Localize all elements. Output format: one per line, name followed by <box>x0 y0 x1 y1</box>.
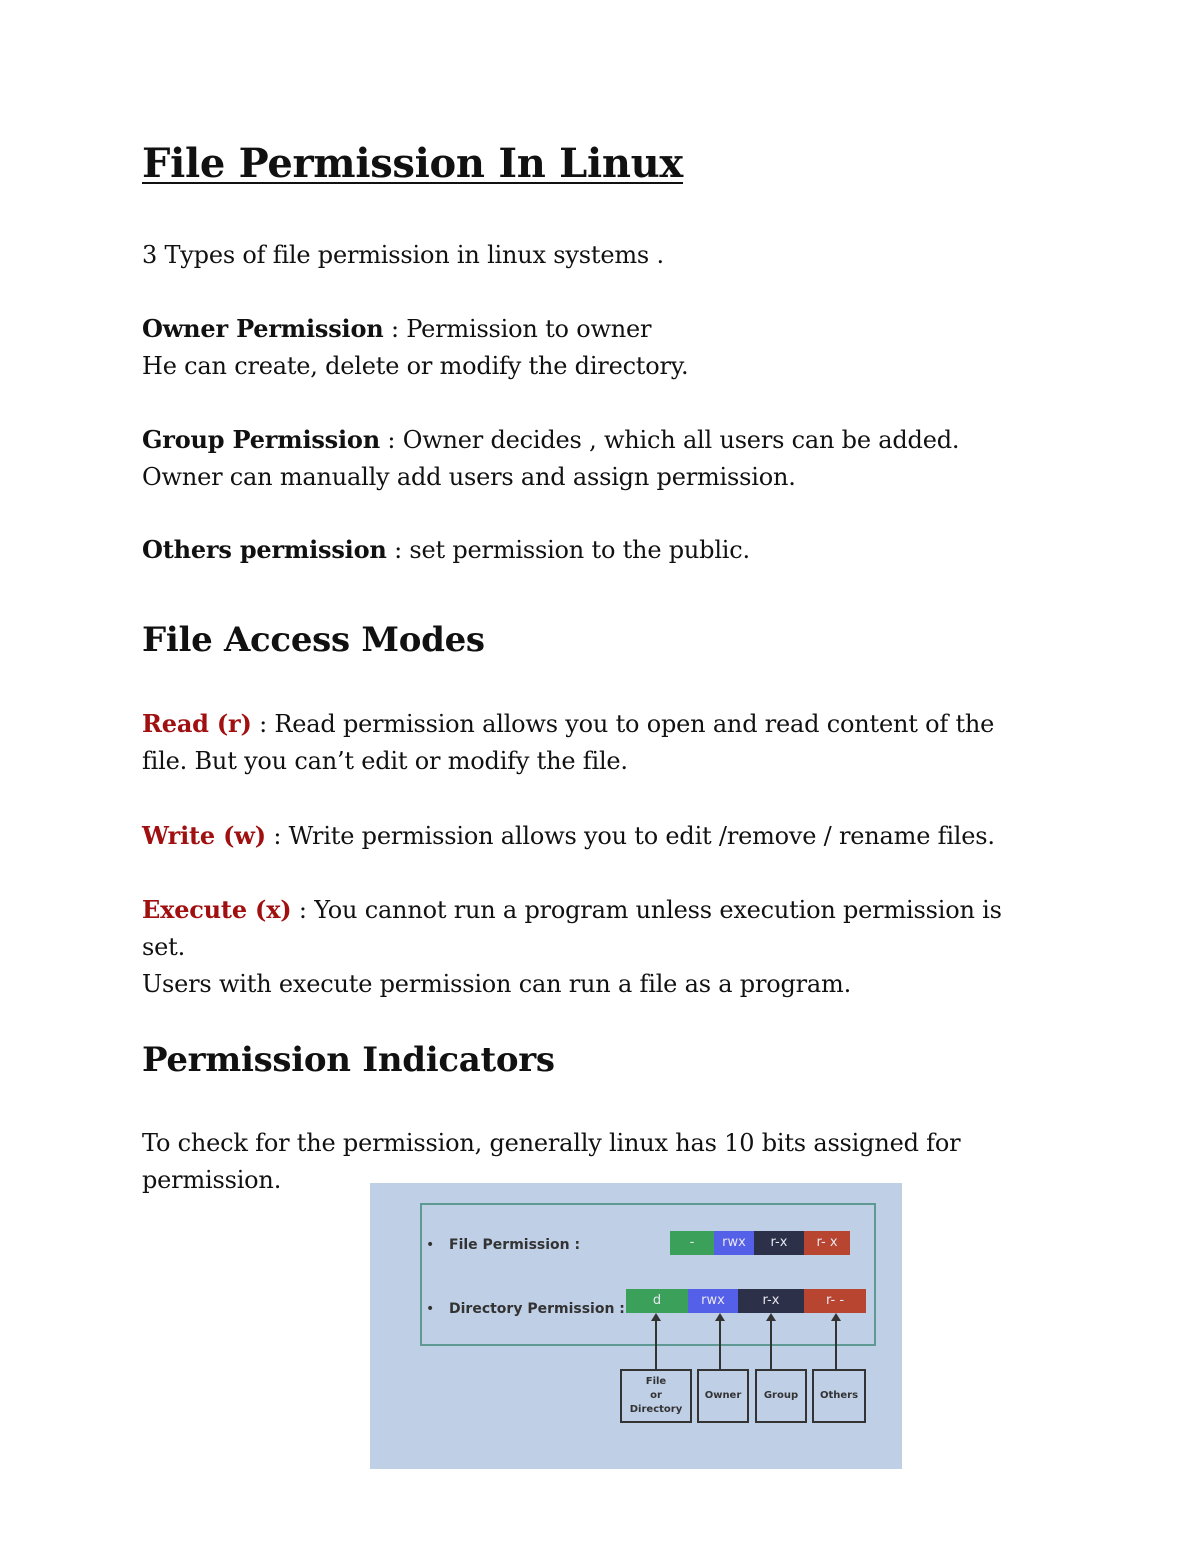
read-mode-desc: : Read permission allows you to open and read content of the file. But you can’t edit or modify the file. <box>142 710 995 775</box>
group-permission-desc: : Owner decides , which all users can be added. <box>379 426 960 454</box>
file-others-cell: r- x <box>804 1231 850 1255</box>
others-box: Others <box>812 1369 866 1423</box>
arrow-line <box>835 1319 837 1369</box>
others-permission-term: Others permission <box>142 535 387 564</box>
group-permission-term: Group Permission <box>142 425 380 454</box>
execute-mode-desc: : You cannot run a program unless execution permission is set. <box>142 896 1002 961</box>
group-permission-line2: Owner can manually add users and assign permission. <box>142 463 796 491</box>
group-permission-paragraph <box>142 421 1042 496</box>
box-directory-text: Directory <box>629 1404 683 1415</box>
arrow-line <box>770 1319 772 1369</box>
file-or-directory-box <box>620 1369 692 1423</box>
box-or-text: or <box>650 1390 662 1401</box>
dir-others-cell: r- - <box>804 1289 866 1313</box>
page-title: File Permission In Linux <box>142 140 683 187</box>
execute-mode-paragraph <box>142 891 1042 1003</box>
box-file-text: File <box>645 1376 667 1387</box>
dir-type-cell: d <box>626 1289 688 1313</box>
arrow-line <box>719 1319 721 1369</box>
diagram-frame <box>420 1203 876 1346</box>
bullet-icon: • <box>426 1237 435 1253</box>
write-mode-desc: : Write permission allows you to edit /remove / rename files. <box>265 822 995 850</box>
file-type-cell: - <box>670 1231 714 1255</box>
owner-permission-line2: He can create, delete or modify the directory. <box>142 352 689 380</box>
indicators-heading: Permission Indicators <box>142 1040 555 1080</box>
arrow-line <box>655 1319 657 1369</box>
bullet-icon: • <box>426 1301 435 1317</box>
write-mode-paragraph <box>142 817 1042 855</box>
execute-mode-line2: Users with execute permission can run a file as a program. <box>142 970 852 998</box>
execute-mode-term: Execute (x) <box>142 895 292 924</box>
others-permission-desc: : set permission to the public. <box>386 536 750 564</box>
directory-permission-label: Directory Permission : <box>449 1301 625 1317</box>
intro-paragraph: 3 Types of file permission in linux systems . <box>142 241 664 269</box>
file-permission-label: File Permission : <box>449 1237 581 1253</box>
indicators-paragraph: To check for the permission, generally linux has 10 bits assigned for permission. <box>142 1129 961 1194</box>
permission-diagram-image <box>370 1183 902 1469</box>
owner-permission-desc: : Permission to owner <box>383 315 652 343</box>
write-mode-term: Write (w) <box>142 821 266 850</box>
file-owner-cell: rwx <box>714 1231 754 1255</box>
owner-permission-term: Owner Permission <box>142 314 384 343</box>
owner-permission-paragraph <box>142 310 1042 385</box>
owner-box: Owner <box>697 1369 749 1423</box>
file-group-cell: r-x <box>754 1231 804 1255</box>
read-mode-term: Read (r) <box>142 709 252 738</box>
read-mode-paragraph <box>142 705 1042 780</box>
others-permission-paragraph <box>142 531 1042 569</box>
access-modes-heading: File Access Modes <box>142 620 485 660</box>
dir-owner-cell: rwx <box>688 1289 738 1313</box>
group-box: Group <box>755 1369 807 1423</box>
dir-group-cell: r-x <box>738 1289 804 1313</box>
